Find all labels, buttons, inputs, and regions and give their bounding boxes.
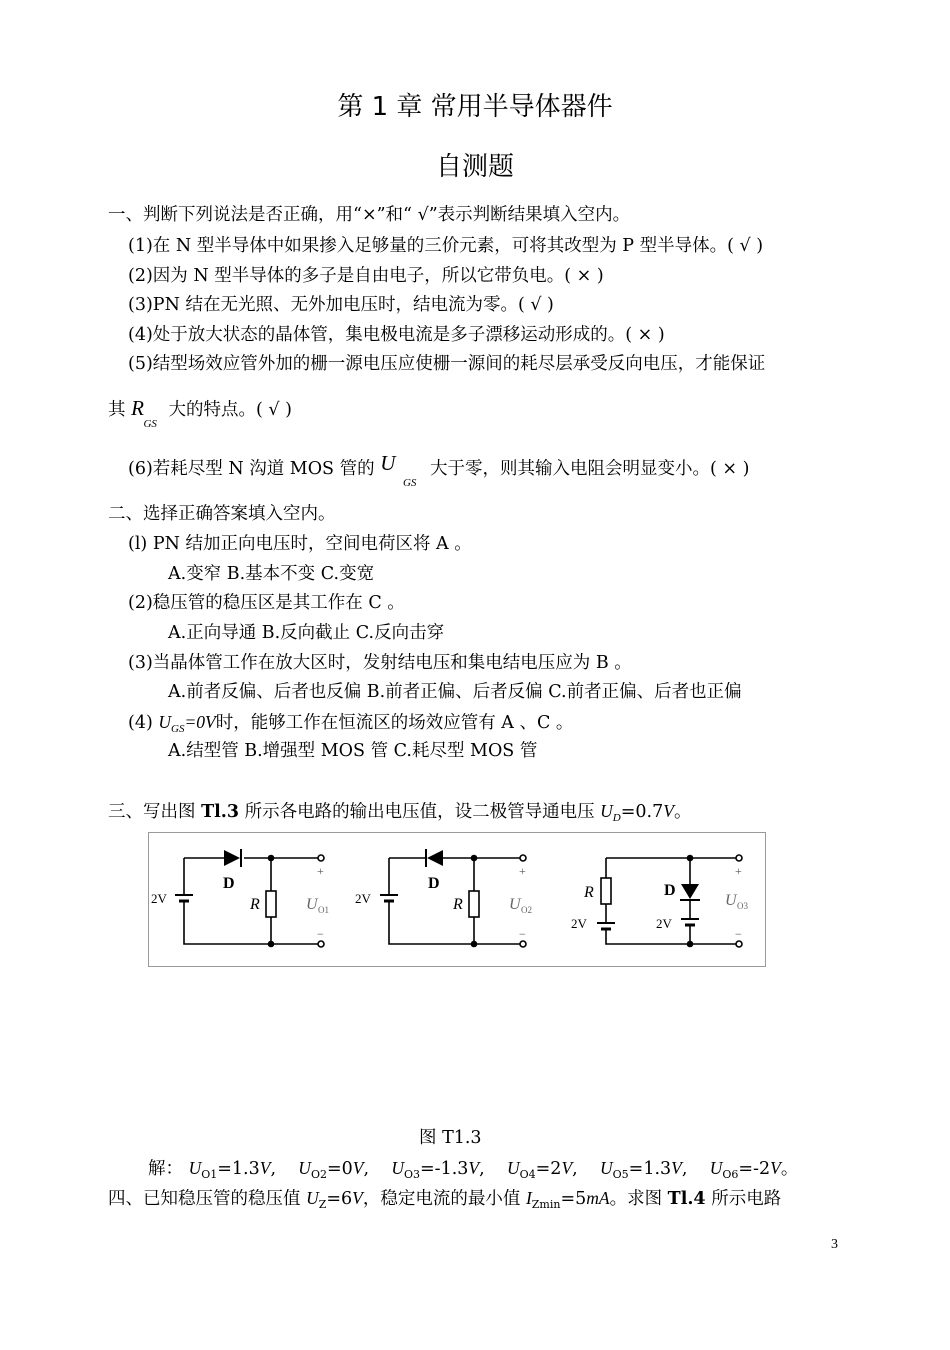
answer-uo3: $U_{O3}=-1.3V$, — [391, 1158, 502, 1181]
section1-heading: 一、判断下列说法是否正确，用“×”和“ √”表示判断结果填入空内。 — [108, 205, 631, 225]
output-label-1: U — [306, 896, 318, 913]
unit-ma: mA — [586, 1188, 610, 1208]
figure-caption: 图 T1.3 — [419, 1128, 482, 1148]
minus-label-1: − — [317, 927, 324, 941]
section4-val2: =5 — [560, 1189, 587, 1209]
section3-heading-pre: 三、写出图 — [108, 802, 202, 822]
answer-uo2: $U_{O2}=0V$, — [298, 1158, 386, 1181]
section1-q5-line2 — [108, 396, 292, 430]
answer-uo1: $U_{O1}=1.3V$, — [188, 1158, 293, 1181]
output-sub-2: O2 — [521, 905, 532, 915]
section1-q6-pre: (6)若耗尽型 N 沟道 MOS 管的 — [128, 459, 375, 479]
section1-q5-line1: (5)结型场效应管外加的栅一源电压应使栅一源间的耗尽层承受反向电压，才能保证 — [128, 354, 766, 374]
section3-heading-mid: 所示各电路的输出电压值，设二极管导通电压 — [239, 802, 601, 822]
diode-label-2: D — [428, 875, 440, 892]
subscript-gs: GS — [143, 418, 157, 430]
symbol-u: U — [380, 451, 396, 475]
section4-mid2: 。求图 — [609, 1189, 668, 1209]
source-label-2: 2V — [355, 891, 371, 906]
section3-heading-end: 。 — [673, 802, 692, 822]
page-number: 3 — [831, 1237, 838, 1252]
figure-t1-3 — [148, 832, 766, 967]
section3-heading-val: =0.7 — [620, 802, 664, 822]
section2-q1-options: A.变窄 B.基本不变 C.变宽 — [168, 564, 375, 584]
section2-q4-pre: (4) — [128, 713, 159, 733]
diode-label-1: D — [223, 875, 235, 892]
symbol-u: U — [600, 801, 613, 821]
answer-prefix: 解： — [148, 1159, 183, 1179]
figure-ref: Tl.4 — [667, 1189, 706, 1209]
section1-q6 — [128, 451, 750, 489]
subtitle: 自测题 — [435, 152, 514, 182]
section1-q1: (1)在 N 型半导体中如果掺入足够量的三价元素，可将其改型为 P 型半导体。( √ ) — [128, 236, 764, 256]
plus-label-3: + — [735, 864, 742, 878]
section1-q6-post: 大于零，则其输入电阻会明显变小。( × ) — [429, 459, 750, 479]
resistor-label-1: R — [250, 896, 260, 913]
subscript-gs: GS — [402, 477, 417, 489]
resistor-label-3: R — [584, 884, 594, 901]
subscript-zmin: Zmin — [531, 1198, 561, 1211]
subscript-d: D — [612, 812, 621, 824]
answer-uo4: $U_{O4}=2V$, — [506, 1158, 595, 1181]
symbol-r: R — [131, 396, 144, 420]
section4-end: 所示电路 — [705, 1189, 782, 1209]
section2-q2-options: A.正向导通 B.反向截止 C.反向击穿 — [168, 623, 445, 643]
section2-q3: (3)当晶体管工作在放大区时，发射结电压和集电结电压应为 B 。 — [128, 653, 632, 673]
section4-mid: ，稳定电流的最小值 — [362, 1189, 526, 1209]
section1-q5-pre: 其 — [108, 400, 126, 420]
symbol-u: U — [306, 1188, 319, 1208]
circuit-diagram — [149, 833, 765, 966]
diode-label-3: D — [664, 882, 676, 899]
figure-ref: Tl.3 — [201, 802, 240, 822]
source-label-1: 2V — [151, 891, 167, 906]
answer-uo6: $U_{O6}=-2V$。 — [709, 1158, 799, 1181]
section2-heading: 二、选择正确答案填入空内。 — [108, 504, 336, 524]
section2-q4 — [128, 710, 573, 735]
answer-uo5: $U_{O5}=1.3V$, — [600, 1158, 705, 1181]
section4-pre: 四、已知稳压管的稳压值 — [108, 1189, 307, 1209]
section2-q4-eq: =0V — [184, 712, 216, 732]
output-sub-1: O1 — [318, 905, 329, 915]
subscript-gs: GS — [171, 723, 185, 735]
subscript-z: Z — [318, 1198, 327, 1211]
section1-q2: (2)因为 N 型半导体的多子是自由电子，所以它带负电。( × ) — [128, 266, 604, 286]
unit-v: V — [663, 801, 674, 821]
unit-v: V — [352, 1188, 363, 1208]
section2-q3-options: A.前者反偏、后者也反偏 B.前者正偏、后者反偏 C.前者正偏、后者也正偏 — [168, 682, 742, 702]
section1-q5-post: 大的特点。( √ ) — [168, 400, 292, 420]
section2-q1: (l) PN 结加正向电压时，空间电荷区将 A 。 — [128, 534, 472, 554]
output-label-2: U — [509, 896, 521, 913]
section4-line — [108, 1186, 781, 1211]
plus-label-1: + — [317, 864, 324, 878]
answer-line — [148, 1156, 798, 1181]
output-label-3: U — [725, 892, 737, 909]
symbol-u: U — [158, 712, 171, 732]
section2-q2: (2)稳压管的稳压区是其工作在 C 。 — [128, 593, 405, 613]
section3-heading — [108, 799, 691, 824]
section1-q4: (4)处于放大状态的晶体管，集电极电流是多子漂移运动形成的。( × ) — [128, 325, 665, 345]
plus-label-2: + — [519, 864, 526, 878]
symbol-i: I — [525, 1188, 532, 1208]
section1-q3: (3)PN 结在无光照、无外加电压时，结电流为零。( √ ) — [128, 295, 554, 315]
minus-label-3: − — [735, 927, 742, 941]
section2-q4-post: 时，能够工作在恒流区的场效应管有 A 、C 。 — [215, 713, 574, 733]
resistor-label-2: R — [453, 896, 463, 913]
minus-label-2: − — [519, 927, 526, 941]
section4-val1: =6 — [326, 1189, 353, 1209]
section2-q4-options: A.结型管 B.增强型 MOS 管 C.耗尽型 MOS 管 — [168, 741, 538, 761]
chapter-title: 第 1 章 常用半导体器件 — [337, 92, 613, 122]
output-sub-3: O3 — [737, 901, 748, 911]
source-label-3: 2V — [571, 916, 587, 931]
source-label-4: 2V — [656, 916, 672, 931]
